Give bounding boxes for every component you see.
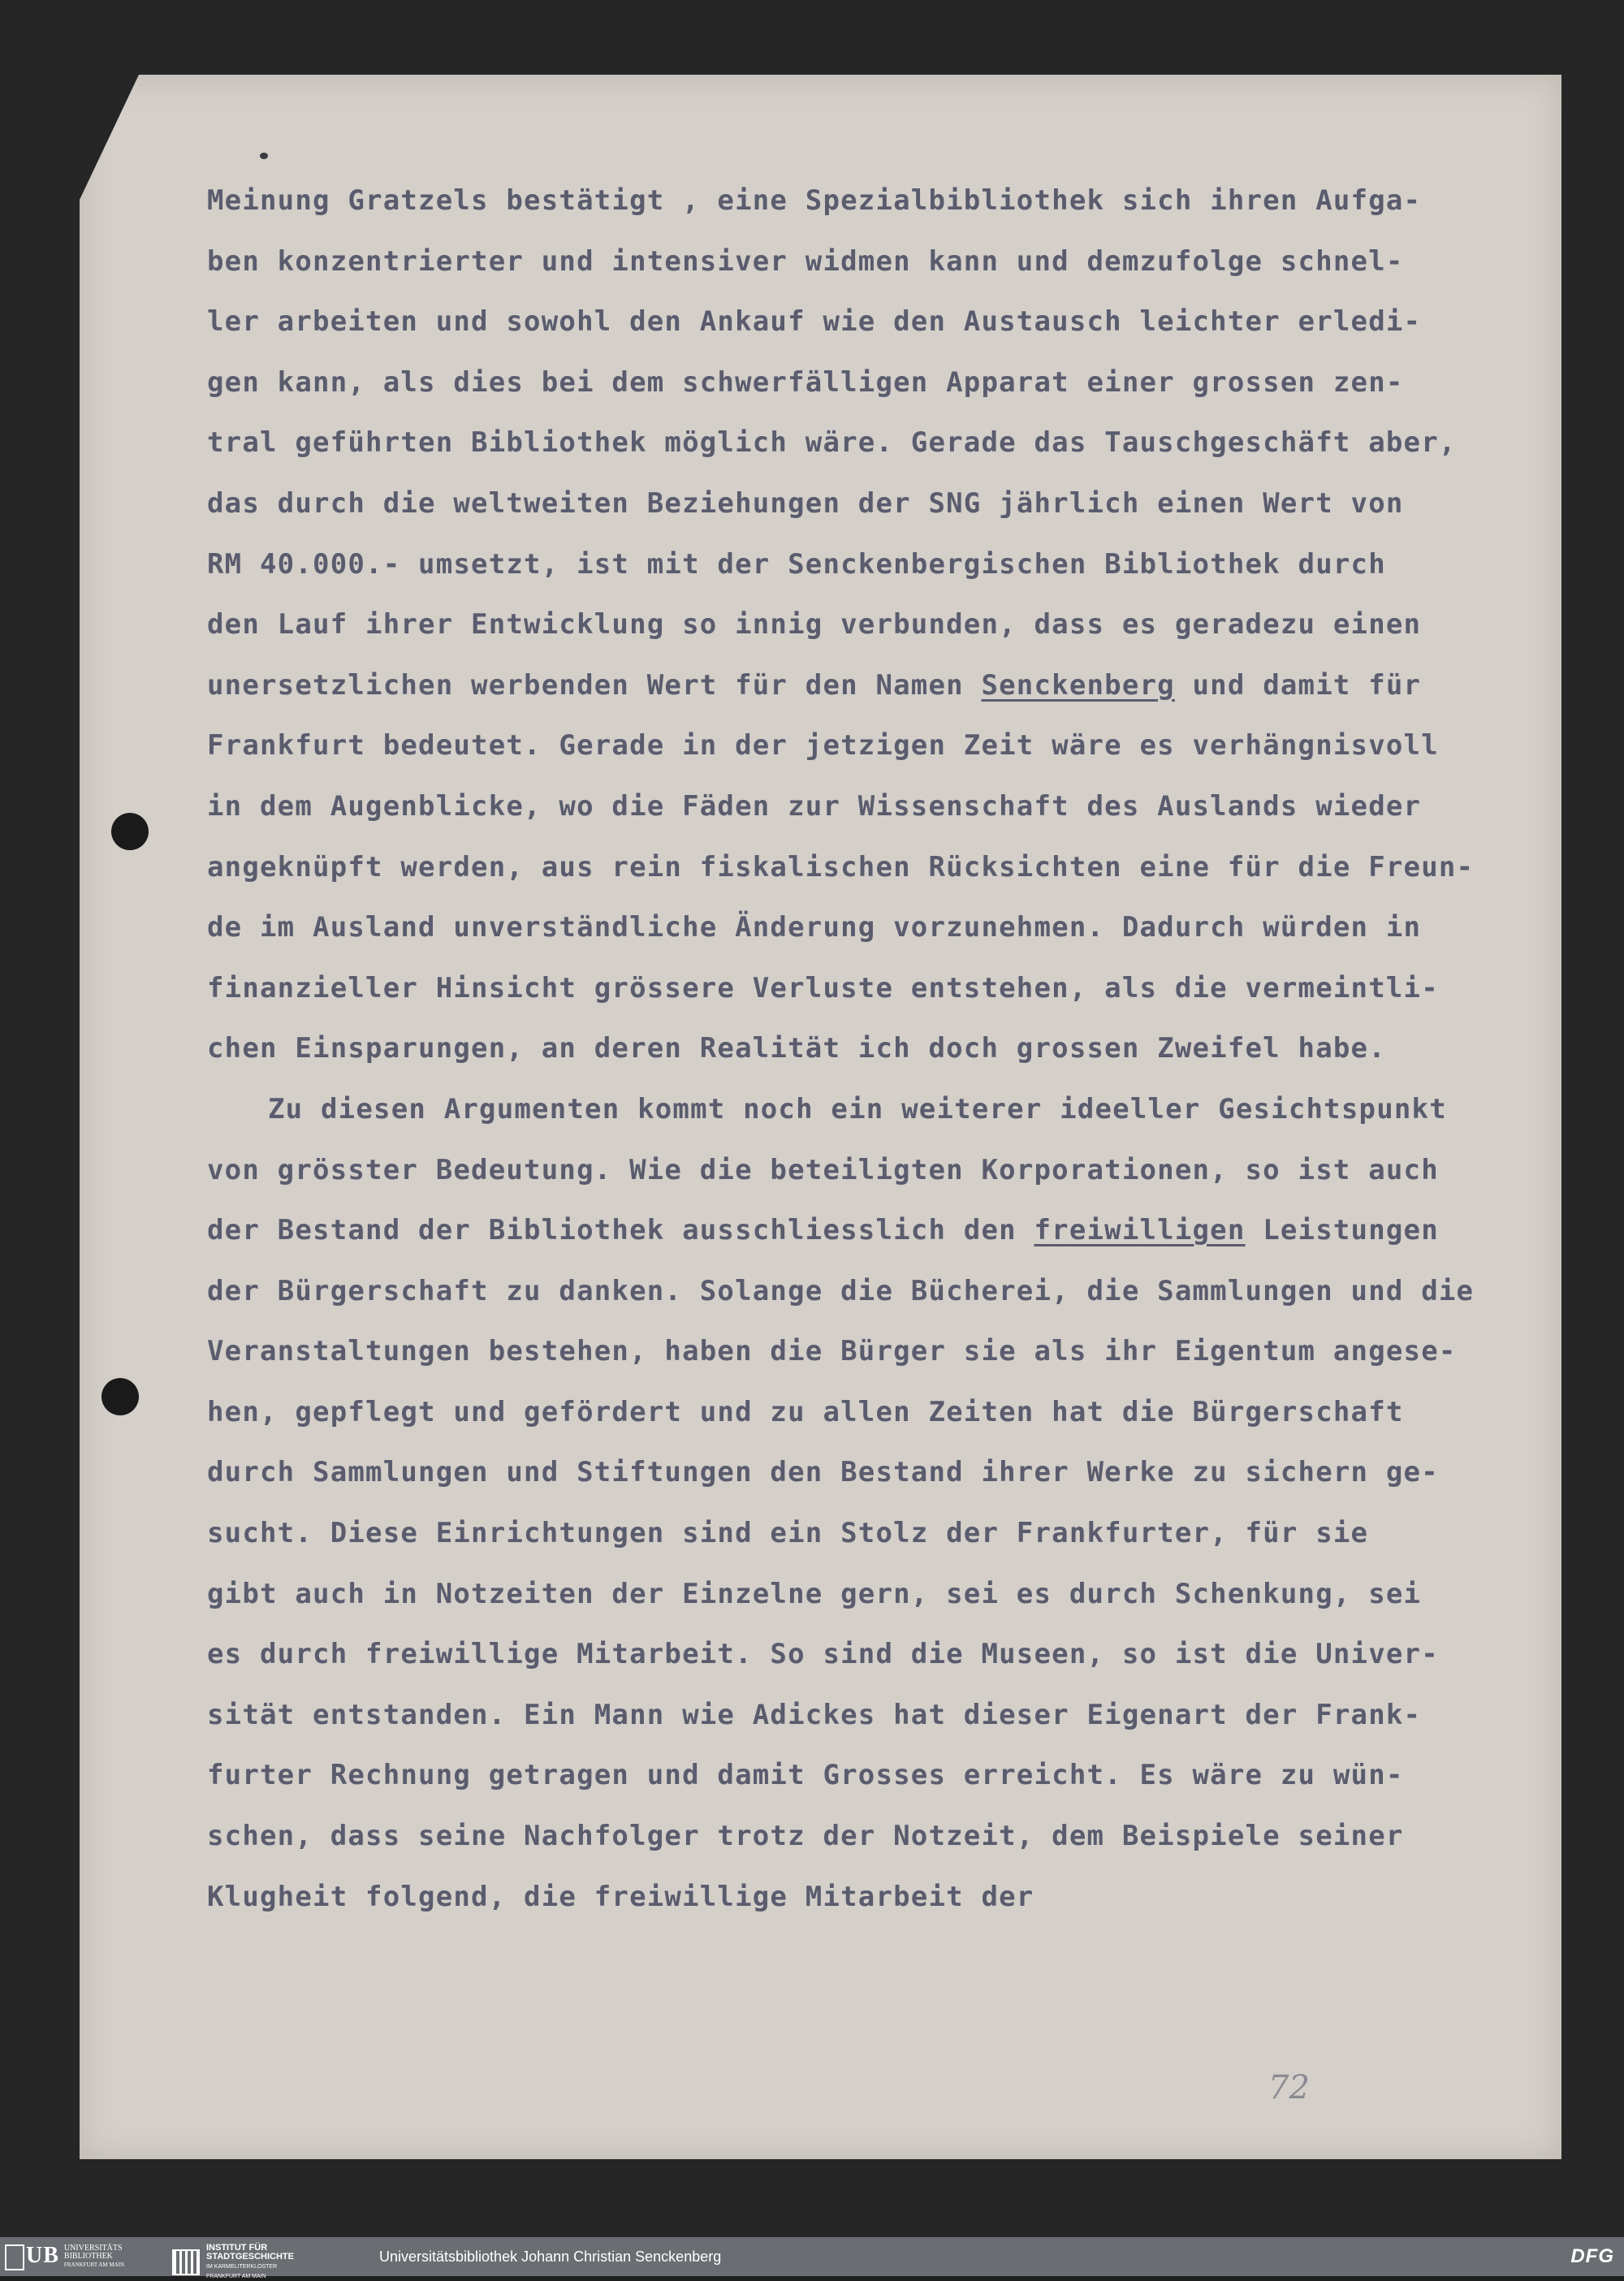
text-line: durch Sammlungen und Stiftungen den Bestand ihrer Werke zu sichern ge-	[207, 1456, 1439, 1489]
text-line: Klugheit folgend, die freiwillige Mitarbeit der	[207, 1880, 1034, 1913]
text-line: Zu diesen Argumenten kommt noch ein weiterer ideeller Gesichtspunkt	[268, 1092, 1447, 1125]
text-line: ben konzentrierter und intensiver widmen kann und demzufolge schnel-	[207, 244, 1404, 278]
ink-mark	[260, 153, 268, 159]
text-line: gen kann, als dies bei dem schwerfälligen Apparat einer grossen zen-	[207, 365, 1404, 399]
text-line: tral geführten Bibliothek möglich wäre. Gerade das Tauschgeschäft aber,	[207, 426, 1457, 460]
text-line: Frankfurt bedeutet. Gerade in der jetzigen Zeit wäre es verhängnisvoll	[207, 729, 1439, 762]
text-line: schen, dass seine Nachfolger trotz der Notzeit, dem Beispiele seiner	[207, 1820, 1404, 1853]
underlined-word: freiwilligen	[1034, 1214, 1246, 1247]
text-line	[207, 1200, 1559, 1261]
text-line: in dem Augenblicke, wo die Fäden zur Wissenschaft des Auslands wieder	[207, 789, 1422, 823]
text-line: ler arbeiten und sowohl den Ankauf wie den Austausch leichter erledi-	[207, 305, 1422, 339]
ub-logo-mark: UB	[5, 2243, 59, 2270]
isg-logo[interactable]	[172, 2244, 294, 2281]
footer-title: Universitätsbibliothek Johann Christian Senckenberg	[379, 2249, 722, 2265]
text-line: furter Rechnung getragen und damit Grosses erreicht. Es wäre zu wün-	[207, 1759, 1404, 1792]
text-line: das durch die weltweiten Beziehungen der SNG jährlich einen Wert von	[207, 486, 1404, 520]
dfg-logo[interactable]: DFG	[1570, 2245, 1614, 2267]
ub-logo-text: UNIVERSITÄTS BIBLIOTHEK FRANKFURT AM MAIN	[63, 2244, 125, 2268]
text-line: RM 40.000.- umsetzt, ist mit der Senckenbergischen Bibliothek durch	[207, 547, 1386, 581]
punch-hole-bottom	[102, 1378, 139, 1415]
text-segment: unersetzlichen werbenden Wert für den Namen	[207, 668, 982, 702]
text-line: sität entstanden. Ein Mann wie Adickes hat dieser Eigenart der Frank-	[207, 1698, 1422, 1731]
text-line: der Bürgerschaft zu danken. Solange die Bücherei, die Sammlungen und die	[207, 1274, 1475, 1307]
text-line: de im Ausland unverständliche Änderung vorzunehmen. Dadurch würden in	[207, 911, 1422, 944]
text-line: chen Einsparungen, an deren Realität ich doch grossen Zweifel habe.	[207, 1032, 1386, 1065]
isg-logo-text: INSTITUT FÜR STADTGESCHICHTE IM KARMELITERKLOSTER FRANKFURT AM MAIN	[206, 2243, 294, 2279]
isg-pillar-icon	[172, 2249, 200, 2275]
ub-logo[interactable]	[5, 2244, 124, 2270]
typewritten-text	[207, 171, 1559, 1927]
text-segment: und damit für	[1174, 668, 1422, 702]
text-line: sucht. Diese Einrichtungen sind ein Stolz der Frankfurter, für sie	[207, 1517, 1369, 1550]
text-line: Veranstaltungen bestehen, haben die Bürger sie als ihr Eigentum angese-	[207, 1335, 1457, 1368]
text-line: gibt auch in Notzeiten der Einzelne gern, sei es durch Schenkung, sei	[207, 1577, 1422, 1610]
punch-hole-top	[111, 813, 149, 850]
viewer-footer	[0, 2237, 1624, 2279]
text-segment: der Bestand der Bibliothek ausschliesslich den	[207, 1214, 1034, 1247]
text-line: von grösster Bedeutung. Wie die beteiligten Korporationen, so ist auch	[207, 1153, 1439, 1186]
text-line: finanzieller Hinsicht grössere Verluste entstehen, als die vermeintli-	[207, 971, 1439, 1004]
page-number: 72	[1268, 2069, 1310, 2106]
text-line: angeknüpft werden, aus rein fiskalischen Rücksichten eine für die Freun-	[207, 850, 1475, 883]
text-line: es durch freiwillige Mitarbeit. So sind die Museen, so ist die Univer-	[207, 1638, 1439, 1671]
text-line	[207, 655, 1559, 716]
underlined-word: Senckenberg	[981, 668, 1175, 702]
text-line: Meinung Gratzels bestätigt , eine Spezialbibliothek sich ihren Aufga-	[207, 184, 1422, 217]
text-line: den Lauf ihrer Entwicklung so innig verbunden, dass es geradezu einen	[207, 608, 1422, 642]
text-line: hen, gepflegt und gefördert und zu allen Zeiten hat die Bürgerschaft	[207, 1395, 1404, 1428]
text-segment: Leistungen	[1245, 1214, 1439, 1247]
